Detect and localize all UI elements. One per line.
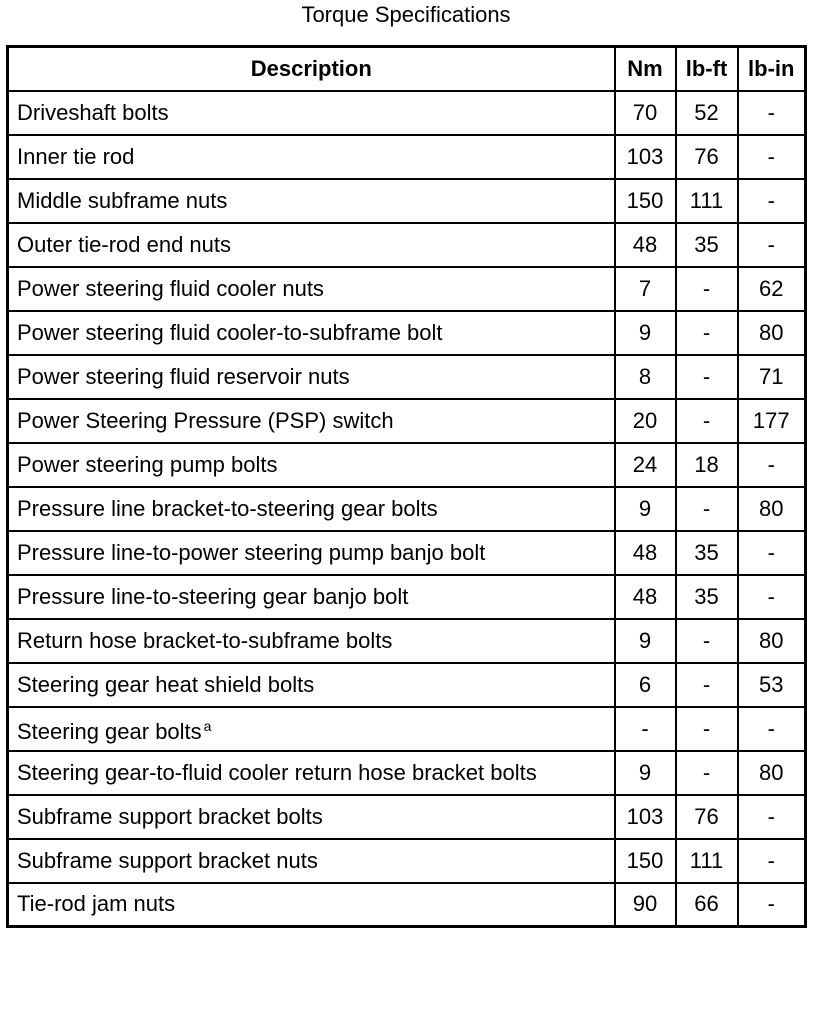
cell-description — [8, 487, 615, 531]
cell-description — [8, 91, 615, 135]
cell-lbft: - — [676, 487, 738, 531]
table-row — [8, 311, 806, 355]
cell-nm: 48 — [615, 575, 676, 619]
cell-lbft: - — [676, 267, 738, 311]
cell-nm: 70 — [615, 91, 676, 135]
table-row — [8, 179, 806, 223]
table-row — [8, 575, 806, 619]
description-text: Inner tie rod — [17, 143, 135, 169]
header-lbin: lb-in — [738, 47, 806, 91]
table-body — [8, 91, 806, 927]
cell-description — [8, 751, 615, 795]
cell-nm: 8 — [615, 355, 676, 399]
header-description: Description — [8, 47, 615, 91]
description-text: Power steering fluid cooler-to-subframe bolt — [17, 319, 443, 345]
cell-description — [8, 179, 615, 223]
table-row — [8, 223, 806, 267]
table-row — [8, 531, 806, 575]
cell-description — [8, 839, 615, 883]
cell-lbin: - — [738, 531, 806, 575]
cell-description — [8, 795, 615, 839]
cell-lbin: 53 — [738, 663, 806, 707]
description-text: Pressure line-to-power steering pump banjo bolt — [17, 539, 486, 565]
cell-lbin: 71 — [738, 355, 806, 399]
table-row — [8, 91, 806, 135]
table-row — [8, 663, 806, 707]
cell-description — [8, 223, 615, 267]
cell-lbft: - — [676, 619, 738, 663]
description-text: Steering gear heat shield bolts — [17, 671, 315, 697]
cell-lbft: 35 — [676, 575, 738, 619]
cell-lbin: - — [738, 707, 806, 751]
cell-nm: 150 — [615, 179, 676, 223]
footnote-marker: a — [203, 717, 212, 734]
table-row — [8, 267, 806, 311]
table-row — [8, 619, 806, 663]
cell-nm: 6 — [615, 663, 676, 707]
cell-lbin: 80 — [738, 311, 806, 355]
header-row — [8, 47, 806, 91]
table-row — [8, 487, 806, 531]
table-header — [8, 47, 806, 91]
cell-description — [8, 883, 615, 927]
cell-lbft: - — [676, 399, 738, 443]
description-text: Pressure line-to-steering gear banjo bolt — [17, 583, 409, 609]
cell-lbin: 80 — [738, 487, 806, 531]
cell-lbin: 80 — [738, 751, 806, 795]
cell-lbft: - — [676, 355, 738, 399]
table-caption: Torque Specifications — [301, 2, 511, 27]
description-text: Steering gear-to-fluid cooler return hose bracket bolts — [17, 759, 537, 785]
cell-lbft: 111 — [676, 179, 738, 223]
cell-description — [8, 663, 615, 707]
cell-lbin: - — [738, 135, 806, 179]
cell-lbft: 35 — [676, 531, 738, 575]
cell-lbft: - — [676, 707, 738, 751]
cell-lbft: 111 — [676, 839, 738, 883]
cell-lbft: 66 — [676, 883, 738, 927]
cell-description — [8, 267, 615, 311]
cell-nm: 7 — [615, 267, 676, 311]
cell-nm: 48 — [615, 531, 676, 575]
cell-nm: 9 — [615, 751, 676, 795]
cell-lbin: 80 — [738, 619, 806, 663]
cell-description — [8, 311, 615, 355]
table-row — [8, 795, 806, 839]
table-row — [8, 707, 806, 751]
torque-spec-table — [6, 45, 807, 928]
cell-lbft: 76 — [676, 795, 738, 839]
description-text: Middle subframe nuts — [17, 187, 228, 213]
header-lbft: lb-ft — [676, 47, 738, 91]
cell-nm: 9 — [615, 311, 676, 355]
description-text: Tie-rod jam nuts — [17, 891, 176, 917]
cell-lbft: - — [676, 663, 738, 707]
cell-nm: 9 — [615, 619, 676, 663]
description-text: Return hose bracket-to-subframe bolts — [17, 627, 393, 653]
cell-lbft: - — [676, 751, 738, 795]
cell-lbin: - — [738, 179, 806, 223]
description-text: Pressure line bracket-to-steering gear bolts — [17, 495, 438, 521]
cell-lbin: - — [738, 443, 806, 487]
description-text: Subframe support bracket nuts — [17, 847, 318, 873]
description-text: Power steering pump bolts — [17, 451, 278, 477]
description-text: Steering gear bolts — [17, 718, 202, 744]
cell-description — [8, 399, 615, 443]
cell-description — [8, 531, 615, 575]
cell-nm: 90 — [615, 883, 676, 927]
description-text: Driveshaft bolts — [17, 99, 169, 125]
cell-nm: 150 — [615, 839, 676, 883]
cell-nm: 20 — [615, 399, 676, 443]
cell-lbft: 35 — [676, 223, 738, 267]
header-nm: Nm — [615, 47, 676, 91]
description-text: Outer tie-rod end nuts — [17, 231, 232, 257]
cell-description — [8, 619, 615, 663]
cell-lbft: 76 — [676, 135, 738, 179]
cell-lbin: - — [738, 575, 806, 619]
description-text: Power steering fluid cooler nuts — [17, 275, 324, 301]
cell-nm: 48 — [615, 223, 676, 267]
cell-description — [8, 135, 615, 179]
cell-description — [8, 575, 615, 619]
cell-lbft: - — [676, 311, 738, 355]
description-text: Subframe support bracket bolts — [17, 803, 323, 829]
cell-description — [8, 707, 615, 751]
cell-lbin: - — [738, 839, 806, 883]
cell-nm: 103 — [615, 135, 676, 179]
table-row — [8, 883, 806, 927]
cell-lbin: - — [738, 883, 806, 927]
cell-nm: 24 — [615, 443, 676, 487]
table-row — [8, 443, 806, 487]
table-row — [8, 839, 806, 883]
description-text: Power steering fluid reservoir nuts — [17, 363, 350, 389]
cell-nm: 9 — [615, 487, 676, 531]
description-text: Power Steering Pressure (PSP) switch — [17, 407, 394, 433]
cell-lbin: 62 — [738, 267, 806, 311]
table-row — [8, 751, 806, 795]
table-row — [8, 135, 806, 179]
cell-lbin: - — [738, 795, 806, 839]
cell-nm: 103 — [615, 795, 676, 839]
cell-nm: - — [615, 707, 676, 751]
cell-lbin: 177 — [738, 399, 806, 443]
table-row — [8, 355, 806, 399]
cell-lbin: - — [738, 91, 806, 135]
cell-lbft: 18 — [676, 443, 738, 487]
cell-description — [8, 355, 615, 399]
cell-lbft: 52 — [676, 91, 738, 135]
table-row — [8, 399, 806, 443]
cell-lbin: - — [738, 223, 806, 267]
cell-description — [8, 443, 615, 487]
